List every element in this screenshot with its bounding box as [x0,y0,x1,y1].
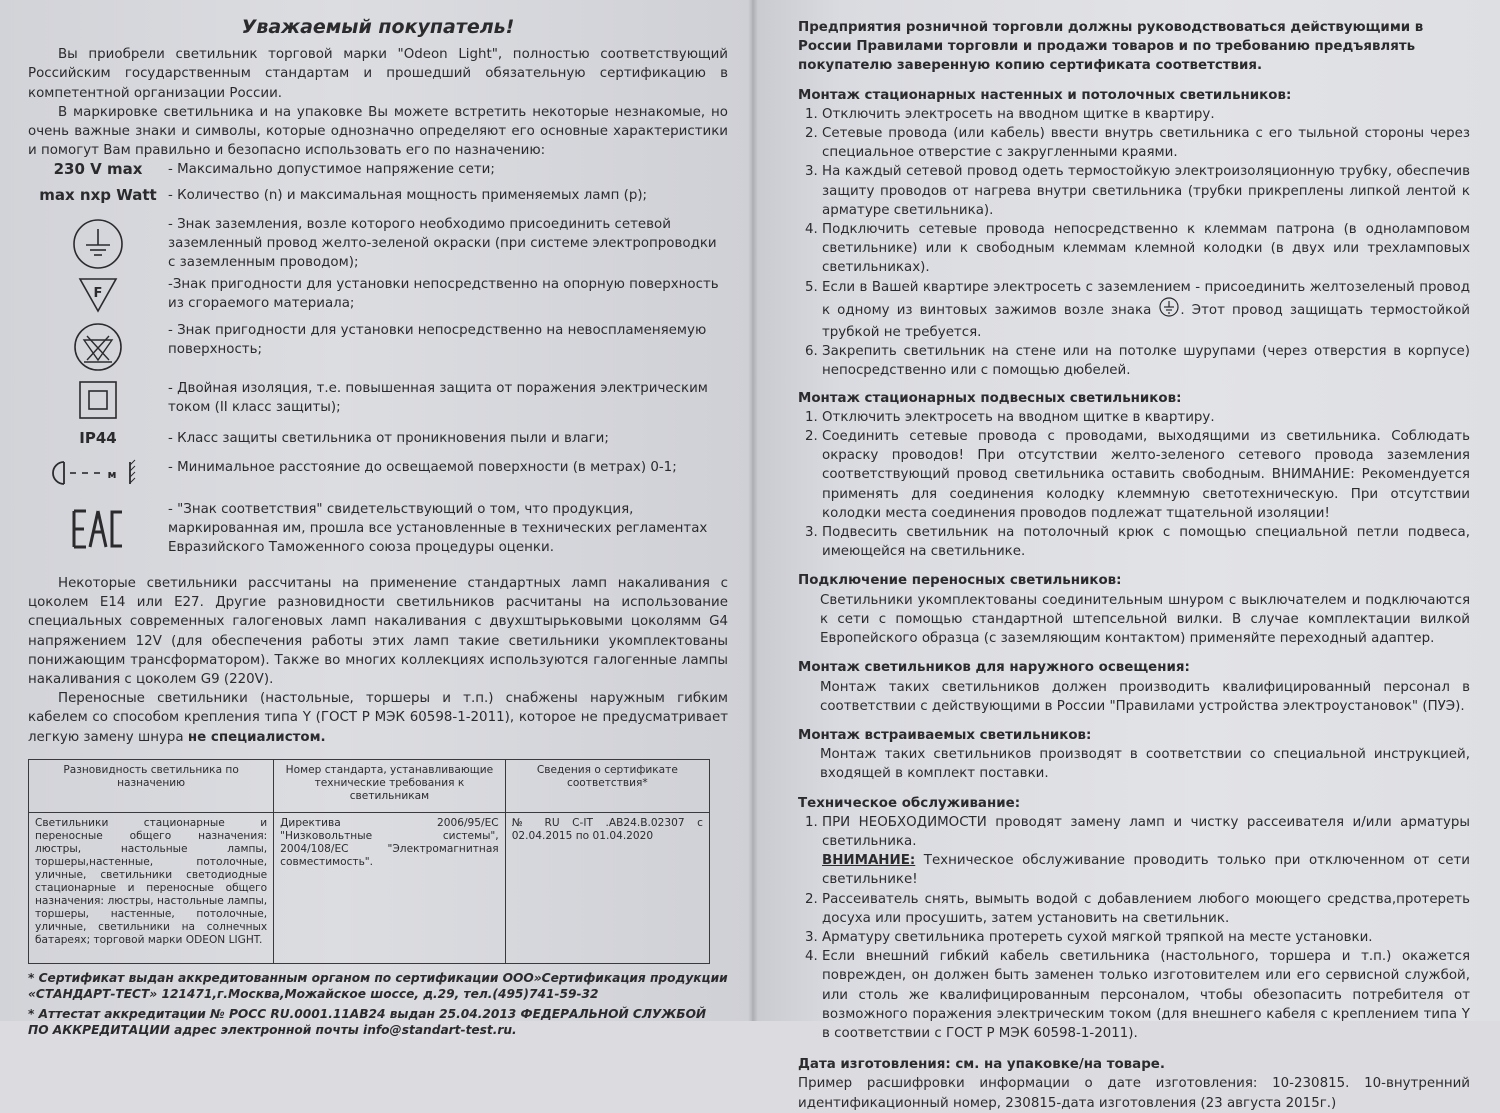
symbol-row-power [28,186,728,205]
warning-text: Техническое обслуживание проводить только при отключенном от сети светильнике! [822,853,1470,888]
section-text: Монтаж таких светильников должен производить квалифицированный персонал в соответствии с действующими в России "Правилами устройства электроустановок" (ПУЭ). [820,679,1470,714]
list-item: 4. Подключить сетевые провода непосредственно к клеммам патрона (в одноламповом светильнике) или к свободным клеммам клемной колодки (в двух или трехламповых светильниках). [822,220,1470,278]
steps-list [798,408,1470,562]
symbol-description: - Минимальное расстояние до освещаемой поверхности (в метрах) 0-1; [168,460,677,476]
list-item: 2. Сетевые провода (или кабель) ввести внутрь светильника с его тыльной стороны через специальное отверстие с закругленными краями. [822,124,1470,162]
f-triangle-letter: F [93,285,103,301]
symbol-row-eac [28,500,728,558]
eac-symbol [28,500,168,558]
cable-text: Переносные светильники (настольные, торшеры и т.п.) снабжены наружным гибким кабелем со способом крепления типа Y (ГОСТ Р МЭК 60598-1-2011), которое не предусматривает легкую замену шнура [28,691,728,745]
list-item: 3. Подвесить светильник на потолочный крюк с помощью специальной петли подвеса, имеющейся на светильнике. [822,523,1470,561]
list-item: 2. Рассеиватель снять, вымыть водой с добавлением любого моющего средства,протереть досуха или просушить, затем установить на светильник. [822,890,1470,928]
symbol-row-ground [28,215,728,273]
symbol-description: - "Знак соответствия" свидетельствующий о том, что продукция, маркированная им, прошла все установленные в технических регламентах Евразийского Таможенного союза процедуры оценки. [168,502,708,556]
symbol-description: - Количество (n) и максимальная мощность применяемых ламп (p); [168,187,648,203]
right-page [752,0,1500,1111]
lamp-distance-icon [50,459,146,487]
power-symbol: max nxp Watt [39,185,157,204]
section-text: Светильники укомплектованы соединительным шнуром с выключателем и подключаются к сети с помощью стандартной штепсельной вилки. В случае комплектации вилкой Европейского образца (с заземляющим контактом) применяйте переходный адаптер. [820,592,1470,647]
list-item: 3. На каждый сетевой провод одеть термостойкую электроизоляционную трубку, обеспечив защиту проводов от нагрева внутри светильника (трубки прикреплены липкой лентой к арматуре светильника). [822,162,1470,220]
cable-paragraph [28,689,728,747]
list-item: 1. Отключить электросеть на вводном щитке в квартиру. [822,408,1470,427]
section-heading: Монтаж стационарных настенных и потолочных светильников: [798,87,1292,103]
spacer [28,558,728,574]
section-text: Пример расшифровки информации о дате изготовления: 10-230815. 10-внутренний идентификационный номер, 230815-дата изготовления (23 августа 2015г.) [798,1076,1470,1111]
section-manufacture-date [798,1055,1470,1113]
list-item: 3. Арматуру светильника протереть сухой мягкой тряпкой на месте установки. [822,928,1470,947]
section-heading: Подключение переносных светильников: [798,573,1122,589]
symbol-description: - Максимально допустимое напряжение сети; [168,162,495,178]
section-heading: Монтаж стационарных подвесных светильников: [798,390,1182,406]
symbol-row-voltage [28,160,728,179]
table-header: Сведения о сертификате соответствия* [505,759,709,812]
flammable-surface-symbol [28,275,168,315]
symbol-row-nonflammable [28,321,728,373]
lamps-paragraph: Некоторые светильники рассчитаны на применение стандартных ламп накаливания с цоколем E14 или E27. Другие разновидности светильников расчитаны на использование специальных современных галогеновых ламп накаливания с двухштырьковыми цоколямм G4 напряжением 12V (для обеспечения работы этих ламп такие светильники укомплектованы понижающим трансформатором). Также во многих коллекциях используются галогенные лампы накаливания с цоколем G9 (220V). [28,576,728,688]
section-heading: Монтаж светильников для наружного освещения: [798,660,1190,676]
steps-list [798,105,1470,381]
symbol-row-flammable [28,275,728,315]
list-item: 2. Соединить сетевые провода с проводами, выходящими из светильника. Соблюдать окраску проводов! При отсутствии желто-зеленого сетевого провода заземления соответствующий провод светильника оставить свободным. ВНИМАНИЕ: Рекомендуется применять для соединения колодку клеммную светотехническую. При отсутствии колодки места соединения проводов подлежат тщательной изоляции! [822,427,1470,523]
steps-list [798,813,1470,1043]
list-item [822,813,1470,890]
table-row [29,812,710,963]
symbol-row-ip [28,429,728,448]
page-fold [748,0,758,1021]
ip-rating-symbol: IP44 [79,428,117,447]
step-text-tail: . Этот провод защищать термостойкой трубкой не требуется. [822,302,1471,341]
intro-paragraph: Вы приобрели светильник торговой марки "Odeon Light", полностью соответствующий Российским государственным стандартам и прошедший обязательную сертификацию в компетентной организации России. [28,47,728,101]
certificate-table [28,759,710,964]
section-heading: Техническое обслуживание: [798,795,1021,811]
symbol-row-distance [28,458,728,488]
page-title: Уважаемый покупатель! [241,16,515,38]
double-square-icon [78,380,118,420]
list-item: 6. Закрепить светильник на стене или на потолке шурупами (через отверстия в корпусе) непосредственно или с помощью дюбелей. [822,342,1470,380]
ground-icon [71,217,125,271]
section-wall-mounting [798,86,1470,381]
double-insulation-symbol [28,379,168,421]
section-text: Монтаж таких светильников производят в соответствии со специальной инструкцией, входящей в комплект поставки. [820,747,1470,782]
section-outdoor [798,658,1470,716]
table-header: Номер стандарта, устанавливающие технические требования к светильникам [274,759,506,812]
section-pendant-mounting [798,389,1470,562]
ground-symbol [28,215,168,273]
symbol-description: - Знак заземления, возле которого необходимо присоединить сетевой заземленный провод желто-зеленой окраски (при системе электропроводки с заземленным проводом); [168,216,717,271]
list-item [822,278,1470,343]
symbols-intro-paragraph: В маркировке светильника и на упаковке Вы можете встретить некоторые незнакомые, но очень важные знаки и символы, которые однозначно определяют его основные характеристики и помогут Вам правильно и безопасно использовать его по назначению: [28,104,728,159]
ground-inline-icon [1158,297,1180,323]
step-text: Если в Вашей квартире электросеть с заземлением - присоединить желтозеленый провод к одному из винтовых зажимов возле знака [822,279,1470,318]
section-heading: Монтаж встраиваемых светильников: [798,727,1092,743]
distance-symbol [28,458,168,488]
f-triangle-icon [78,277,118,313]
section-heading: Дата изготовления: см. на упаковке/на товаре. [798,1057,1165,1073]
distance-unit-label: м [107,468,117,482]
nonflammable-icon [72,322,124,372]
list-item: 4. Если внешний гибкий кабель светильника (настольного, торшера и т.п.) окажется поврежден, он должен быть заменен только изготовителем или его сервисной службой, или столь же квалифицированным персоналом, чтобы обезопасить потребителя от возможного поражения электрическим током (для внешнего кабеля с креплением типа Y в соответствии с ГОСТ Р МЭК 60598-1-2011). [822,947,1470,1043]
cable-bold-text: не специалистом. [187,729,326,745]
section-portable [798,571,1470,648]
footnote-certificate: * Сертификат выдан аккредитованным органом по сертификации ООО»Сертификация продукции «СТАНДАРТ-ТЕСТ» 121471,г.Москва,Можайское шоссе, д.29, тел.(495)741-59-32 [28,970,728,1001]
table-header: Разновидность светильника по назначению [29,759,274,812]
table-cell: Светильники стационарные и переносные общего назначения: люстры, настольные лампы, торшеры,настенные, потолочные, уличные, светильники светодиодные стационарные и переносные общего назначения: люстры, настольные лампы, торшеры, настенные, потолочные, уличные, светильники на солнечных батареях; торговой марки ODEON LIGHT. [29,812,274,963]
symbols-list [28,160,728,558]
symbol-description: - Двойная изоляция, т.е. повышенная защита от поражения электрическим током (II класс защиты); [168,380,708,416]
symbol-description: - Знак пригодности для установки непосредственно на невоспламеняемую поверхность; [168,322,707,358]
table-cell: № RU C-IT .AB24.B.02307 с 02.04.2015 по 01.04.2020 [505,812,709,963]
section-maintenance [798,794,1470,1044]
symbol-description: - Класс защиты светильника от проникновения пыли и влаги; [168,430,609,446]
table-header-row [29,759,710,812]
symbol-description: -Знак пригодности для установки непосредственно на опорную поверхность из сгораемого материала; [168,276,719,312]
eac-mark-icon [70,508,126,550]
nonflammable-surface-symbol [28,321,168,373]
left-page [0,0,752,1037]
step-text: ПРИ НЕОБХОДИМОСТИ проводят замену ламп и чистку рассеивателя и/или арматуры светильника. [822,814,1470,849]
symbol-row-double-insulation [28,379,728,421]
footnote-accreditation: * Аттестат аккредитации № РОСС RU.0001.11AB24 выдан 25.04.2013 ФЕДЕРАЛЬНОЙ СЛУЖБОЙ ПО АККРЕДИТАЦИИ адрес электронной почты info@standart-test.ru. [28,1006,707,1037]
section-builtin [798,726,1470,784]
list-item: 1. Отключить электросеть на вводном щитке в квартиру. [822,105,1470,124]
retail-notice: Предприятия розничной торговли должны руководствоваться действующими в России Правилами торговли и продажи товаров и по требованию предъявлять покупателю заверенную копию сертификата соответствия. [798,20,1424,74]
table-cell: Директива 2006/95/EC "Низковольтные системы", 2004/108/EC "Электромагнитная совместимость". [274,812,506,963]
voltage-symbol: 230 V max [53,160,143,179]
warning-label: ВНИМАНИЕ: [822,853,916,869]
